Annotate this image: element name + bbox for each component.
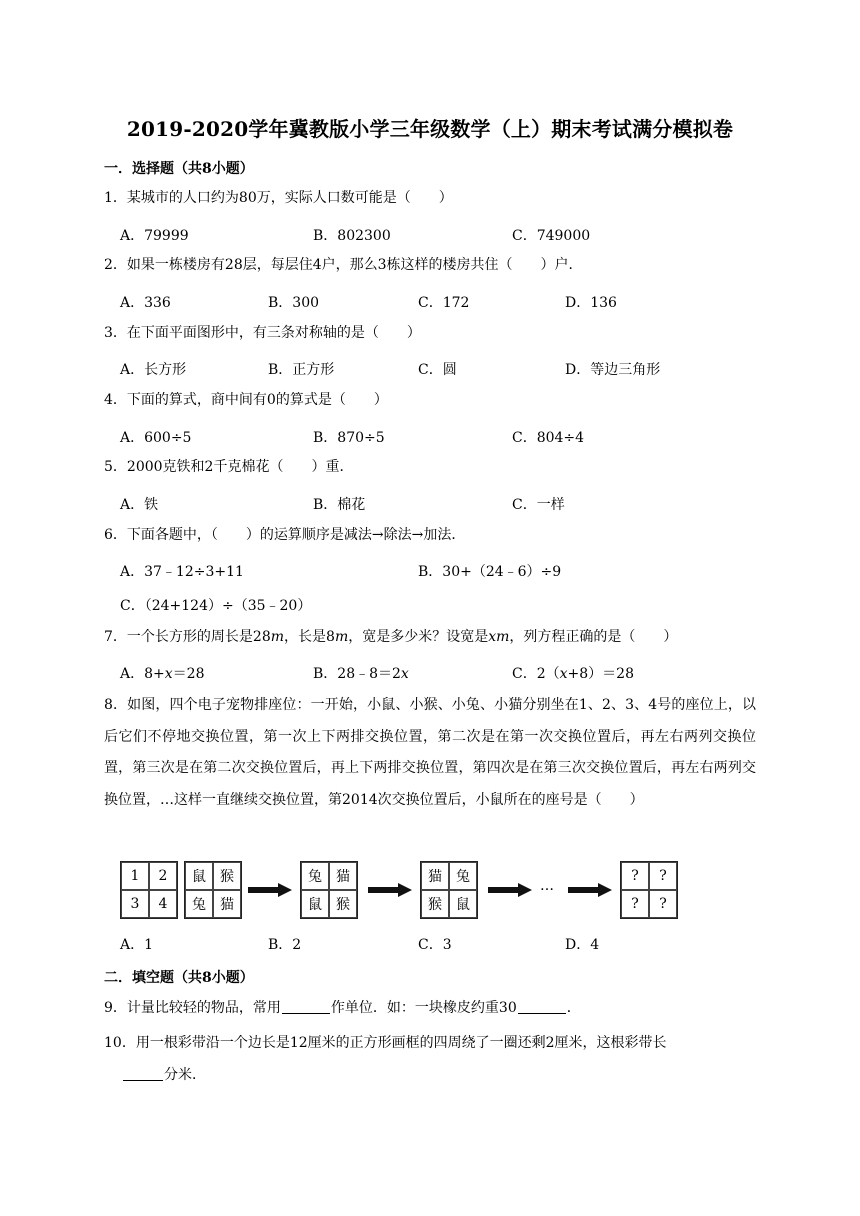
- q7-text: 7．一个长方形的周长是28: [104, 629, 271, 645]
- seat-cell: 鼠: [185, 862, 213, 890]
- question-3-stem: 3．在下面平面图形中，有三条对称轴的是（ ）: [104, 325, 421, 341]
- q8-option-d: D．4: [565, 937, 600, 953]
- seat-cell: 兔: [301, 862, 329, 890]
- q5-option-c: C．一样: [512, 497, 565, 513]
- q7-option-b: [313, 663, 409, 683]
- q7-c-var: x: [559, 666, 568, 682]
- q7-text: ，宽是多少米？设宽是: [348, 629, 489, 645]
- q6-option-a: A．37﹣12÷3+11: [120, 564, 244, 580]
- q7-text: ，列方程正确的是（ ）: [509, 629, 678, 645]
- q9-text: 9．计量比较轻的物品，常用: [104, 1000, 281, 1016]
- question-10-stem: [104, 1028, 667, 1060]
- seat-cell: 猫: [329, 862, 357, 890]
- right-arrow-icon: [368, 883, 412, 897]
- section-2-heading: 二．填空题（共8小题）: [104, 970, 254, 986]
- seat-cell: 1: [121, 862, 149, 890]
- q7-c-text: C．2（: [512, 666, 560, 682]
- q7-a-text: ＝28: [172, 666, 205, 682]
- q8-option-c: C．3: [418, 937, 452, 953]
- q7-a-text: A．8+: [120, 666, 165, 682]
- q10-text: 10．用一根彩带沿一个边长是12厘米的正方形画框的四周绕了一圈还剩2厘米，这根彩带长: [104, 1035, 667, 1051]
- q3-option-b: B．正方形: [268, 362, 335, 378]
- seat-cell: 猴: [213, 862, 241, 890]
- q8-option-a: A．1: [120, 937, 154, 953]
- q1-option-a: A．79999: [120, 228, 189, 244]
- question-6-stem: 6．下面各题中，（ ）的运算顺序是减法→除法→加法．: [104, 527, 466, 543]
- seat-cell: 兔: [185, 890, 213, 918]
- q7-text: ，长是8: [284, 629, 335, 645]
- right-arrow-icon: [248, 883, 292, 897]
- q3-option-c: C．圆: [418, 362, 457, 378]
- seat-swap-figure: [120, 858, 680, 924]
- ellipsis-text: …: [540, 878, 555, 894]
- q6-option-c: C．（24+124）÷（35﹣20）: [120, 598, 312, 614]
- seat-cell: 4: [149, 890, 177, 918]
- q7-variable: xm: [488, 629, 510, 645]
- q7-unit: m: [270, 629, 285, 645]
- seat-cell: 猫: [213, 890, 241, 918]
- seat-cell: 猴: [329, 890, 357, 918]
- seat-cell: 猴: [421, 890, 449, 918]
- question-5-stem: 5．2000克铁和2千克棉花（ ）重．: [104, 459, 354, 475]
- seat-grid-initial: [184, 861, 242, 919]
- seat-cell: 兔: [449, 862, 477, 890]
- question-4-stem: 4．下面的算式，商中间有0的算式是（ ）: [104, 392, 388, 408]
- q7-option-a: [120, 663, 204, 683]
- q7-b-var: x: [400, 666, 409, 682]
- seat-grid-swap-1: [300, 861, 358, 919]
- q7-a-var: x: [164, 666, 173, 682]
- q7-option-c: [512, 663, 634, 683]
- seat-cell: 3: [121, 890, 149, 918]
- q4-option-b: B．870÷5: [313, 430, 385, 446]
- page-title: 2019-2020学年冀教版小学三年级数学（上）期末考试满分模拟卷: [126, 117, 734, 141]
- question-7-stem: [104, 622, 677, 654]
- q8-option-b: B．2: [268, 937, 302, 953]
- q3-option-d: D．等边三角形: [565, 362, 661, 378]
- seat-cell: ?: [621, 890, 649, 918]
- seat-cell: ?: [649, 890, 677, 918]
- section-1-heading: 一．选择题（共8小题）: [104, 161, 254, 177]
- q7-c-text: +8）＝28: [567, 666, 634, 682]
- q1-option-b: B．802300: [313, 228, 391, 244]
- q4-option-c: C．804÷4: [512, 430, 585, 446]
- seat-cell: ?: [649, 862, 677, 890]
- q4-option-a: A．600÷5: [120, 430, 192, 446]
- question-1-stem: 1．某城市的人口约为80万，实际人口数可能是（ ）: [104, 190, 453, 206]
- q1-option-c: C．749000: [512, 228, 591, 244]
- q7-unit: m: [334, 629, 349, 645]
- seat-grid-numbers: [120, 861, 178, 919]
- q9-text: ．: [566, 1000, 581, 1016]
- question-9-stem: [104, 993, 581, 1025]
- seat-cell: 猫: [421, 862, 449, 890]
- seat-cell: 2: [149, 862, 177, 890]
- seat-grid-swap-2: [420, 861, 478, 919]
- q6-option-b: B．30+（24﹣6）÷9: [418, 564, 562, 580]
- q2-option-c: C．172: [418, 295, 470, 311]
- seat-cell: 鼠: [449, 890, 477, 918]
- question-8-stem: 8．如图，四个电子宠物排座位：一开始，小鼠、小猴、小兔、小猫分别坐在1、2、3、4号的座位上，以后它们不停地交换位置，第一次上下两排交换位置，第二次是在第一次交换位置后，再左右两列交换位置，第三次是在第二次交换位置后，再上下两排交换位置，第四次是在第三次交换位置后，再左右两列交换位置，…这样一直继续交换位置，第2014次交换位置后，小鼠所在的座号是（ ）: [104, 697, 756, 808]
- seat-cell: 鼠: [301, 890, 329, 918]
- q5-option-b: B．棉花: [313, 497, 366, 513]
- q2-option-b: B．300: [268, 295, 320, 311]
- q2-option-a: A．336: [120, 295, 171, 311]
- right-arrow-icon: [488, 883, 532, 897]
- q2-option-d: D．136: [565, 295, 617, 311]
- seat-grid-unknown: [620, 861, 678, 919]
- right-arrow-icon: [568, 883, 612, 897]
- q5-option-a: A．铁: [120, 497, 159, 513]
- answer-blank[interactable]: [518, 999, 566, 1014]
- seat-cell: ?: [621, 862, 649, 890]
- question-2-stem: 2．如果一栋楼房有28层，每层住4户，那么3栋这样的楼房共住（ ）户．: [104, 257, 583, 273]
- question-10-continuation: [122, 1060, 206, 1092]
- answer-blank[interactable]: [123, 1066, 163, 1081]
- q9-text: 作单位．如：一块橡皮约重30: [330, 1000, 517, 1016]
- q7-b-text: B．28﹣8＝2: [313, 666, 401, 682]
- q10-text: 分米．: [164, 1067, 206, 1083]
- answer-blank[interactable]: [282, 999, 330, 1014]
- q3-option-a: A．长方形: [120, 362, 187, 378]
